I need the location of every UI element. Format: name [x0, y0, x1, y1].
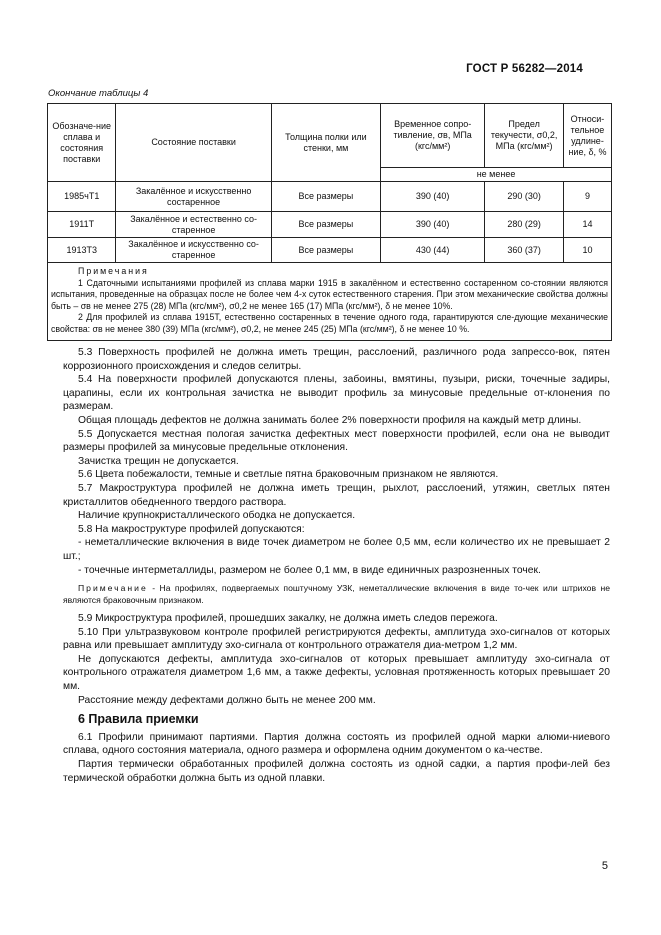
cell-state: Закалённое и искусственно состаренное — [116, 182, 271, 212]
header-elongation: Относи-тельное удлине-ние, δ, % — [563, 104, 611, 168]
cell-grade: 1911Т — [48, 212, 116, 238]
cell-grade: 1985чТ1 — [48, 182, 116, 212]
cell-grade: 1913Т3 — [48, 238, 116, 263]
macro-note — [63, 583, 610, 606]
cell-state: Закалённое и искусственно со-старенное — [116, 238, 271, 263]
paragraph: 5.10 При ультразвуковом контроле профилей регистрируются дефекты, амплитуда эхо-сигналов от которых равна или превышает амплитуду эхо-сигнала от контрольного отражателя диа-метром 1,2 мм. — [63, 626, 610, 652]
cell-elongation: 14 — [563, 212, 611, 238]
macro-note-text: - На профилях, подвергаемых поштучному УЗК, неметаллические включения в виде то-чек или штрихов не являются браковочным признаком. — [63, 583, 610, 605]
paragraph: Общая площадь дефектов не должна занимать более 2% поверхности профиля на каждый метр длины. — [78, 414, 582, 426]
subheader-min: не менее — [381, 168, 612, 182]
paragraph: Расстояние между дефектами должно быть не менее 200 мм. — [78, 694, 376, 706]
paragraph: 6.1 Профили принимают партиями. Партия должна состоять из профилей одной марки алюми-ниевого сплава, одного состояния материала, одного размера и оформлена одним документом о ка-честве. — [63, 731, 610, 757]
cell-uts: 430 (44) — [381, 238, 485, 263]
section-heading: 6 Правила приемки — [78, 712, 199, 727]
paragraph: 5.4 На поверхности профилей допускаются плены, забоины, вмятины, пузыри, риски, точечные задиры, царапины, если их контрольная зачистка не выводит профиль за минусовые предельные от-клонения по размерам. — [63, 374, 610, 413]
header-thickness: Толщина полки или стенки, мм — [271, 104, 380, 182]
paragraph: 5.6 Цвета побежалости, темные и светлые пятна браковочным признаком не являются. — [78, 469, 499, 481]
cell-yield: 360 (37) — [485, 238, 564, 263]
table-header-row — [48, 104, 612, 168]
paragraph: Партия термически обработанных профилей должна состоять из одной садки, а партия профи-лей без термической обработки должна быть из одной плавки. — [63, 759, 610, 784]
paragraph: 5.7 Макроструктура профилей не должна иметь трещин, рыхлот, расслоений, утяжин, светлых пятен кристаллитов обедненного твердого раствора. — [63, 482, 610, 508]
note-1: 1 Сдаточными испытаниями профилей из сплава марки 1915 в закалённом и естественно состаренном со-стоянии являются испытания, проведенные на образцах после не более чем 4-х суток естественного старения. При этом механические свойства должны быть – σв не менее 275 (28) МПа (кгс/мм²), σ0,2 не менее 165 (17) МПа (кгс/мм²), δ не менее 10%. — [51, 277, 608, 311]
header-yield: Предел текучести, σ0,2, МПа (кгс/мм²) — [485, 104, 564, 168]
cell-thickness: Все размеры — [271, 212, 380, 238]
table-row — [48, 212, 612, 238]
cell-yield: 280 (29) — [485, 212, 564, 238]
paragraph: - неметаллические включения в виде точек диаметром не более 0,5 мм, если количество их не превышает 2 шт.; — [63, 537, 610, 562]
table-row — [48, 182, 612, 212]
header-state: Состояние поставки — [116, 104, 271, 182]
cell-elongation: 9 — [563, 182, 611, 212]
notes-title: Примечания — [78, 266, 149, 276]
cell-uts: 390 (40) — [381, 182, 485, 212]
paragraph: 5.3 Поверхность профилей не должна иметь трещин, расслоений, различного рода запрессо-вок, пятен коррозионного происхождения и следов селитры. — [63, 347, 610, 372]
table-notes — [47, 262, 612, 341]
paragraph: - точечные интерметаллиды, размером не более 0,1 мм, в виде единичных разрозненных точек. — [78, 564, 541, 576]
paragraph: 5.8 На макроструктуре профилей допускаются: — [78, 523, 305, 535]
paragraph: Наличие крупнокристаллического ободка не допускается. — [78, 510, 356, 522]
note-2: 2 Для профилей из сплава 1915Т, естественно состаренных в течение одного года, гарантируются сле-дующие механические свойства: σв не менее 380 (39) МПа (кгс/мм²), σ0,2, не менее 245 (25) МПа (кгс/мм²), δ не менее 10 %. — [51, 312, 608, 334]
paragraph: Зачистка трещин не допускается. — [78, 455, 239, 467]
cell-thickness: Все размеры — [271, 182, 380, 212]
page-number: 5 — [601, 860, 608, 872]
header-grade: Обозначе-ние сплава и состояния поставки — [48, 104, 116, 182]
paragraph: 5.5 Допускается местная пологая зачистка дефектных мест поверхности профилей, если она не выводит размеры профилей за минусовые предельные отклонения. — [63, 428, 610, 454]
table-caption: Окончание таблицы 4 — [48, 88, 149, 99]
cell-uts: 390 (40) — [381, 212, 485, 238]
cell-state: Закалённое и естественно со-старенное — [116, 212, 271, 238]
table-row — [48, 238, 612, 263]
properties-table — [47, 103, 612, 263]
paragraph: 5.9 Микроструктура профилей, прошедших закалку, не должна иметь следов пережога. — [78, 613, 498, 625]
body-text — [63, 346, 610, 785]
macro-note-label: Примечание — [78, 583, 148, 594]
header-uts: Временное сопро-тивление, σв, МПа (кгс/мм²) — [381, 104, 485, 168]
standard-id: ГОСТ Р 56282—2014 — [466, 63, 583, 75]
cell-thickness: Все размеры — [271, 238, 380, 263]
cell-yield: 290 (30) — [485, 182, 564, 212]
paragraph: Не допускаются дефекты, амплитуда эхо-сигналов от которых превышает амплитуду эхо-сигнала от контрольного отражателя диаметром 1,6 мм, а также дефекты, условная протяженность которых превышает 20 мм. — [63, 653, 610, 693]
cell-elongation: 10 — [563, 238, 611, 263]
